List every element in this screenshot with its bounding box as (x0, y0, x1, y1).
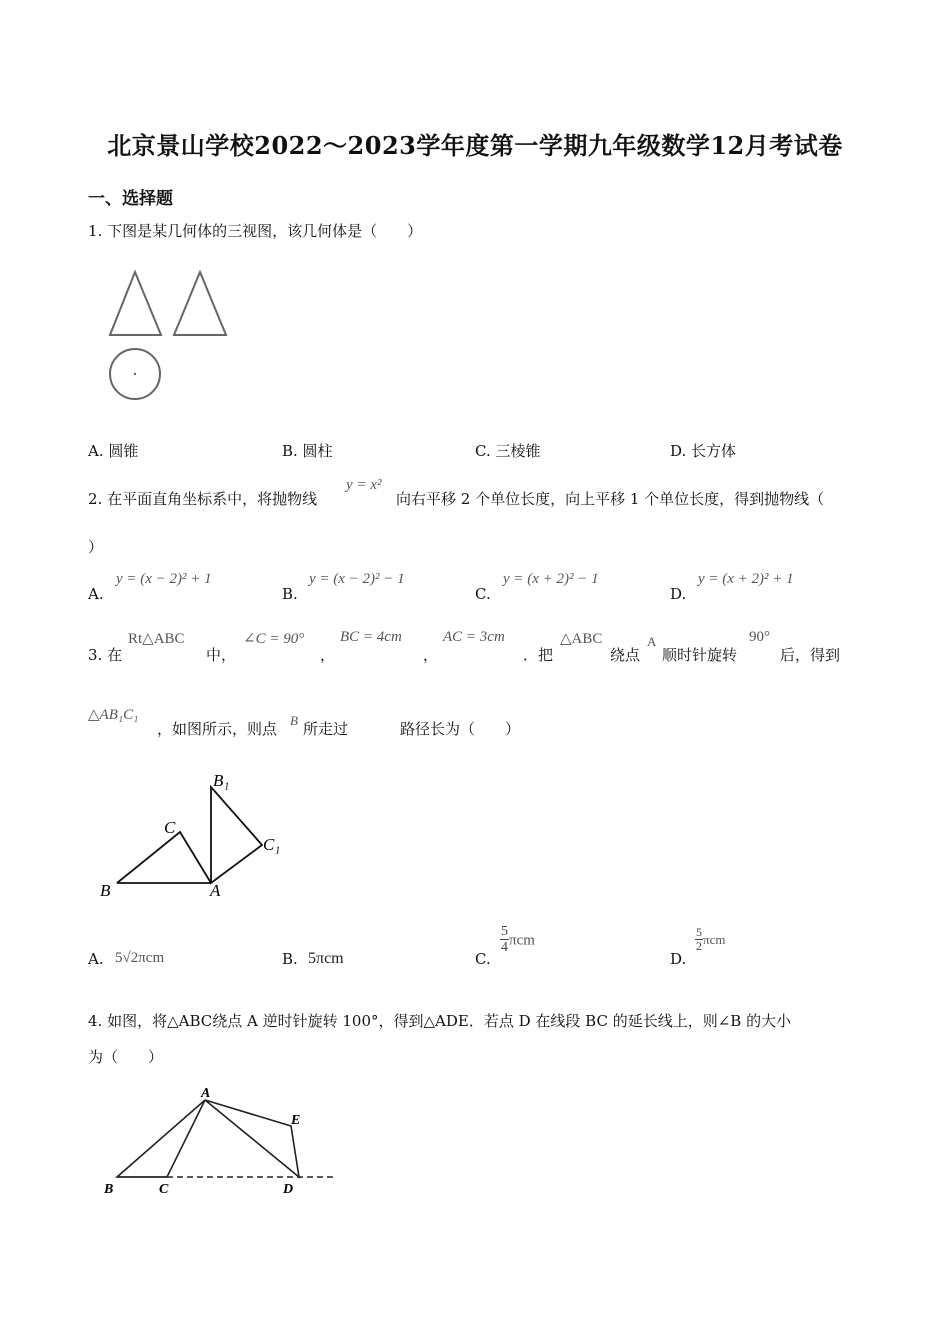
q2-option-d: y = (x + 2)² + 1 (698, 571, 794, 587)
q3-option-d-den: 2 (696, 939, 702, 954)
triangle-abc (117, 832, 211, 883)
side-view-triangle (174, 272, 226, 335)
q3-option-c-den: 4 (501, 940, 508, 956)
q3-option-b: 5πcm (308, 950, 344, 967)
q3-ac: AC = 3cm (443, 629, 505, 645)
label-d: D (283, 1182, 294, 1197)
q3-ba: ．把 (523, 646, 554, 664)
q3-option-a-label: A. (88, 950, 104, 968)
q3-rotate: 顺时针旋转 (662, 646, 738, 664)
q3-option-c-fraction (500, 924, 509, 956)
label-b-q4: B (104, 1182, 114, 1197)
q3-option-d-num: 5 (696, 925, 702, 939)
label-a-q4: A (201, 1086, 211, 1101)
q2-option-b-label: B. (282, 585, 298, 603)
q3-point-b: B (290, 713, 298, 728)
q3-point-a: A (647, 634, 657, 649)
q3-after: 后，得到 (780, 646, 841, 664)
top-view-center-dot (134, 373, 136, 375)
q3-option-d (695, 926, 725, 953)
q2-option-b: y = (x − 2)² − 1 (309, 571, 405, 587)
q3-line2b: 所走过 (303, 720, 349, 738)
q2-option-d-label: D. (670, 585, 687, 603)
q1-option-d: D. 长方体 (670, 442, 737, 460)
label-c: C (164, 818, 176, 837)
q1-option-a: A. 圆锥 (88, 442, 139, 460)
q2-option-a: y = (x − 2)² + 1 (116, 571, 212, 587)
label-b1: B₁ (213, 771, 230, 790)
question-3-num: 3. 在 (88, 646, 123, 664)
q3-option-c-num: 5 (501, 924, 508, 939)
q2-option-c-label: C. (475, 585, 491, 603)
question-1-stem: 1. 下图是某几何体的三视图，该几何体是（ ） (88, 222, 423, 240)
q3-option-d-tail: πcm (703, 932, 726, 948)
q3-line2c: 路径长为（ ） (400, 720, 521, 738)
label-e: E (291, 1113, 301, 1128)
q3-comma-2: ， (423, 646, 439, 664)
q3-tri3: △AB₁C₁ (88, 707, 139, 723)
label-c-q4: C (159, 1182, 169, 1197)
q3-option-d-label: D. (670, 950, 687, 968)
q3-tri2: △ABC (560, 631, 603, 647)
q2-option-a-label: A. (88, 585, 104, 603)
q3-option-a: 5√2πcm (115, 950, 165, 966)
label-c1: C₁ (263, 835, 281, 854)
q3-angle: ∠C = 90° (243, 631, 305, 647)
q3-zhong: 中， (206, 646, 237, 664)
q3-bc: BC = 4cm (340, 629, 402, 645)
page-title: 北京景山学校2022～2023学年度第一学期九年级数学12月考试卷 (107, 131, 843, 160)
triangle-ade (205, 1100, 299, 1177)
q3-option-c-label: C. (475, 950, 491, 968)
q1-option-b: B. 圆柱 (282, 442, 333, 460)
q3-rao: 绕点 (610, 646, 641, 664)
q1-option-c: C. 三棱锥 (475, 442, 541, 460)
q3-option-c-tail: πcm (509, 932, 535, 949)
question-2-stem-c: ） (88, 538, 104, 556)
front-view-triangle (110, 272, 161, 335)
label-b: B (100, 881, 111, 900)
q3-option-d-fraction (695, 926, 703, 953)
q4-rotation-figure (95, 1080, 345, 1205)
question-2-expr: y = x² (346, 477, 382, 493)
q2-option-c: y = (x + 2)² − 1 (503, 571, 599, 587)
question-2-stem-b: 向右平移 2 个单位长度，向上平移 1 个单位长度，得到抛物线（ (396, 490, 825, 508)
q3-tri: Rt△ABC (128, 631, 185, 647)
triangle-abc-q4 (117, 1100, 205, 1177)
triangle-ab1c1 (211, 787, 262, 883)
question-2-stem-a: 2. 在平面直角坐标系中，将抛物线 (88, 490, 318, 508)
q3-rotation-figure (95, 765, 295, 905)
three-view-figure (100, 262, 240, 407)
label-a: A (210, 881, 221, 900)
q3-comma-1: ， (320, 646, 336, 664)
question-4-line1: 4. 如图，将△ABC绕点 A 逆时针旋转 100°，得到△ADE．若点 D 在线段 BC 的延长线上，则∠B 的大小 (88, 1012, 792, 1030)
section-heading: 一、选择题 (88, 189, 173, 209)
q3-line2a: ，如图所示，则点 (157, 720, 278, 738)
q3-option-c (500, 924, 535, 956)
question-4-line2: 为（ ） (88, 1048, 164, 1066)
q3-option-b-label: B. (282, 950, 298, 968)
q3-deg: 90° (749, 629, 770, 645)
